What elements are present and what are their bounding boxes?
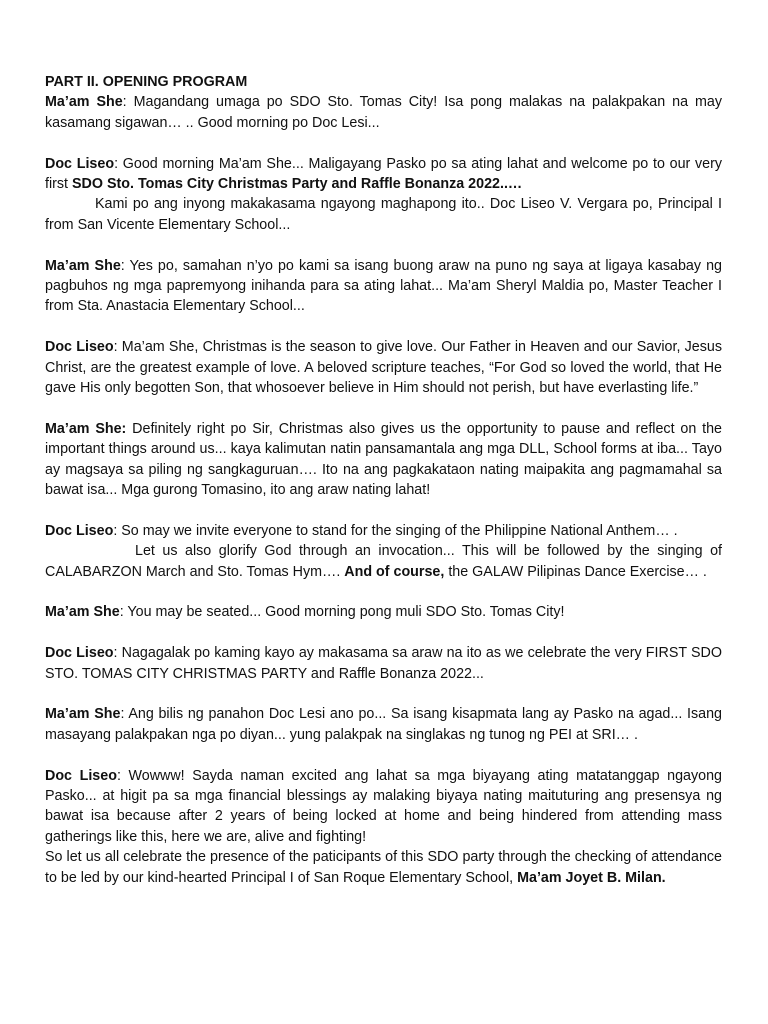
paragraph-8 xyxy=(45,643,722,684)
dialogue-text: : Good morning Ma’am She... Maligayang Pasko po sa ating lahat and welcome po to our very first xyxy=(45,155,723,193)
dialogue-text: : Nagagalak po kaming kayo ay makasama sa araw na ito as we celebrate the very FIRST SDO STO. TOMAS CITY CHRISTMAS PARTY and Raffle Bonanza 2022... xyxy=(45,645,722,682)
paragraph-6 xyxy=(45,521,722,582)
speaker-name: Doc Liseo xyxy=(45,155,115,172)
section-title: PART II. OPENING PROGRAM xyxy=(45,74,248,90)
dialogue-text: : Ma’am She, Christmas is the season to give love. Our Father in Heaven and our Savior, Jesus Christ, are the greatest example of love. A beloved scripture teaches, “For God so loved the world, that He gave His only begotten Son, that whosoever believe in Him should not perish, but have everlasting life.” xyxy=(45,339,722,397)
paragraph-7 xyxy=(45,602,722,622)
dialogue-text: the GALAW Pilipinas Dance Exercise… . xyxy=(444,563,707,580)
paragraph-2 xyxy=(45,154,722,236)
speaker-name: Ma’am She: xyxy=(45,420,127,437)
paragraph-10 xyxy=(45,766,722,888)
speaker-name: Ma’am She xyxy=(45,706,121,723)
speaker-name: Ma’am She xyxy=(45,94,123,111)
dialogue-text: : Wowww! Sayda naman excited ang lahat sa mga biyayang ating matatanggap ngayong Pasko... at higit pa sa mga financial blessings ay malaking biyaya nating maituturing ang presensya ng bawat isa because after 2 years of being locked at home and being hindered from attending mass gatherings like this, here we are, alive and fighting! xyxy=(45,767,722,845)
speaker-name: Doc Liseo xyxy=(45,522,114,539)
dialogue-text: Kami po ang inyong makakasama ngayong maghapong ito.. Doc Liseo V. Vergara po, Principal I from San Vicente Elementary School... xyxy=(45,196,722,233)
emphasis-text: And of course, xyxy=(344,563,445,580)
principal-name: Ma’am Joyet B. Milan. xyxy=(517,869,666,886)
dialogue-text: : Yes po, samahan n’yo po kami sa isang buong araw na puno ng saya at ligaya kasabay ng pagbuhos ng mga papremyong inihanda para sa ating lahat... Ma’am Sheryl Maldia po, Master Teacher I from Sta. Anastacia Elementary School... xyxy=(45,257,722,315)
paragraph-5 xyxy=(45,419,722,501)
paragraph-3 xyxy=(45,256,722,317)
dialogue-text: : Magandang umaga po SDO Sto. Tomas City! Isa pong malakas na palakpakan na may kasamang sigawan… .. Good morning po Doc Lesi... xyxy=(45,94,722,131)
paragraph-1 xyxy=(45,92,722,133)
dialogue-text: Definitely right po Sir, Christmas also gives us the opportunity to pause and reflect on the important things around us... kaya kalimutan natin pansamantala ang mga DLL, School forms at iba... Tayo ay magsaya sa piling ng sangkaguruan…. Ito na ang pagkakataon nating maipakita ang pagmamahal sa bawat isa... Mga gurong Tomasino, ito ang araw nating lahat! xyxy=(45,420,723,499)
dialogue-text: : So may we invite everyone to stand for the singing of the Philippine National Anthem… . xyxy=(113,522,678,539)
event-name: SDO Sto. Tomas City Christmas Party and Raffle Bonanza 2022..… xyxy=(72,176,523,193)
speaker-name: Doc Liseo xyxy=(45,339,114,356)
dialogue-text: : Ang bilis ng panahon Doc Lesi ano po... Sa isang kisapmata lang ay Pasko na agad... Isang masayang palakpakan nga po diyan... yung palakpak na singlakas ng tunog ng PEI at SRI… . xyxy=(45,706,722,743)
dialogue-text: So let us all celebrate the presence of the paticipants of this SDO party through the checking of attendance to be led by our kind-hearted Principal I of San Roque Elementary School, xyxy=(45,849,722,886)
speaker-name: Ma’am She xyxy=(45,604,120,621)
paragraph-9 xyxy=(45,704,722,745)
speaker-name: Doc Liseo xyxy=(45,767,117,784)
dialogue-text: : You may be seated... Good morning pong muli SDO Sto. Tomas City! xyxy=(119,604,565,621)
dialogue-text: Let us also glorify God through an invocation... This will be followed by the singing of CALABARZON March and Sto. Tomas Hym…. xyxy=(45,543,722,580)
speaker-name: Doc Liseo xyxy=(45,645,114,662)
paragraph-4 xyxy=(45,337,722,398)
speaker-name: Ma’am She xyxy=(45,257,121,274)
